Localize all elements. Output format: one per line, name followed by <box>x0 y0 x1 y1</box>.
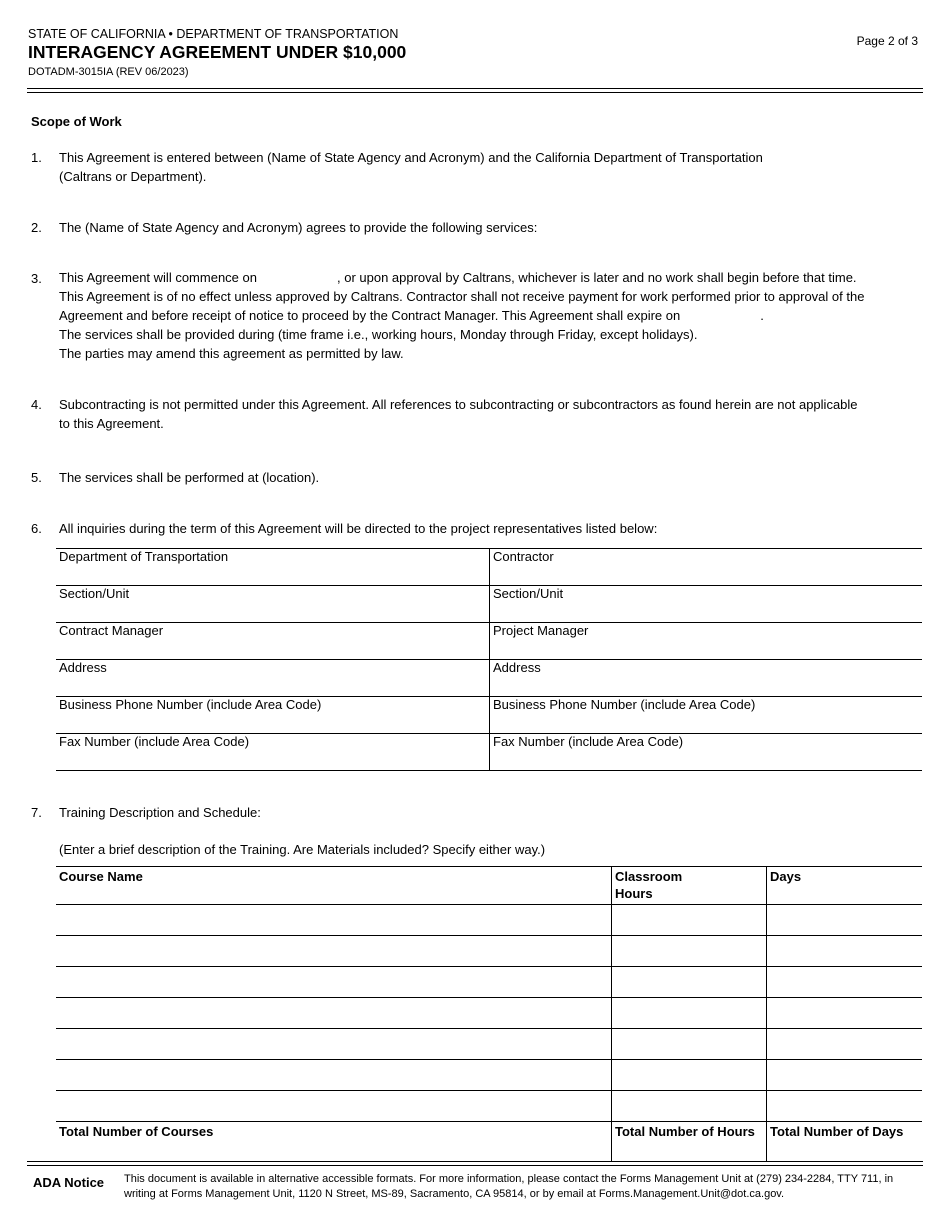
total-hours-field[interactable]: Total Number of Hours <box>612 1122 767 1163</box>
location-label: The services shall be performed at <box>59 470 259 485</box>
ada-notice-text: This document is available in alternative accessible formats. For more information, please contact the Forms Management Unit at (279) 234-2284, TTY 711, in writing at Forms Management Unit, 1120 N Street, MS-89, Sacramento, CA 95814, or by email at Forms.Management.Unit@dot.ca.gov. <box>124 1173 894 1200</box>
training-table <box>56 866 922 1162</box>
table-row <box>56 734 922 771</box>
item-3-text <box>59 268 923 363</box>
contractor-fax-field[interactable]: Fax Number (include Area Code) <box>490 734 923 771</box>
table-row <box>56 697 922 734</box>
item-3-line-3 <box>59 306 923 325</box>
table-row <box>56 660 922 697</box>
item-1-text <box>59 148 923 186</box>
course-name-cell[interactable] <box>56 1060 612 1091</box>
table-row <box>56 905 922 936</box>
item-3-line-4: The services shall be provided during (time frame i.e., working hours, Monday through Friday, except holidays). <box>59 327 698 342</box>
item-number: 1. <box>31 150 42 165</box>
contractor-address-field[interactable]: Address <box>490 660 923 697</box>
item-4-line-1: Subcontracting is not permitted under this Agreement. All references to subcontracting or subcontractors as found herein are not applicable <box>59 397 858 412</box>
course-name-cell[interactable] <box>56 967 612 998</box>
dept-section-field[interactable]: Section/Unit <box>56 586 490 623</box>
course-name-cell[interactable] <box>56 998 612 1029</box>
item-1-line-2: (Caltrans or Department). <box>59 169 207 184</box>
hours-cell[interactable] <box>612 1029 767 1060</box>
hours-cell[interactable] <box>612 936 767 967</box>
total-days-field[interactable]: Total Number of Days <box>767 1122 923 1163</box>
dept-phone-field[interactable]: Business Phone Number (include Area Code) <box>56 697 490 734</box>
dept-fax-field[interactable]: Fax Number (include Area Code) <box>56 734 490 771</box>
course-name-header: Course Name <box>56 867 612 905</box>
item-3-line-1 <box>59 268 923 287</box>
form-title: INTERAGENCY AGREEMENT UNDER $10,000 <box>28 42 407 62</box>
item-4-line-2: to this Agreement. <box>59 416 164 431</box>
location-field[interactable]: (location) <box>262 470 316 485</box>
contractor-field[interactable]: Contractor <box>490 549 923 586</box>
course-name-cell[interactable] <box>56 1091 612 1122</box>
item-1-line-1: This Agreement is entered between (Name of State Agency and Acronym) and the California Department of Transportation <box>59 150 763 165</box>
expire-label: Agreement and before receipt of notice to proceed by the Contract Manager. This Agreement shall expire on <box>59 308 681 323</box>
item-number: 6. <box>31 521 42 536</box>
days-cell[interactable] <box>767 1091 923 1122</box>
hours-cell[interactable] <box>612 998 767 1029</box>
hours-cell[interactable] <box>612 1060 767 1091</box>
item-7-text: Training Description and Schedule: <box>59 805 261 820</box>
days-cell[interactable] <box>767 1029 923 1060</box>
total-courses-field[interactable]: Total Number of Courses <box>56 1122 612 1163</box>
item-2-text: The (Name of State Agency and Acronym) agrees to provide the following services: <box>59 220 538 235</box>
item-3-line-5: The parties may amend this agreement as permitted by law. <box>59 346 404 361</box>
section-title: Scope of Work <box>31 114 122 129</box>
table-row <box>56 967 922 998</box>
item-4-text <box>59 395 923 433</box>
table-row <box>56 998 922 1029</box>
course-name-cell[interactable] <box>56 905 612 936</box>
table-row <box>56 1060 922 1091</box>
table-row <box>56 623 922 660</box>
item-number: 3. <box>31 271 42 286</box>
classroom-hours-header-label: Classroom Hours <box>615 869 683 901</box>
commence-suffix: , or upon approval by Caltrans, whichever is later and no work shall begin before that time. <box>336 270 857 285</box>
item-number: 4. <box>31 397 42 412</box>
form-number: DOTADM-3015IA (REV 06/2023) <box>28 66 189 78</box>
hours-cell[interactable] <box>612 905 767 936</box>
days-cell[interactable] <box>767 905 923 936</box>
hours-cell[interactable] <box>612 967 767 998</box>
hours-cell[interactable] <box>612 1091 767 1122</box>
header-department: STATE OF CALIFORNIA • DEPARTMENT OF TRANSPORTATION <box>28 27 399 41</box>
footer-rule-bottom <box>27 1165 923 1166</box>
contractor-section-field[interactable]: Section/Unit <box>490 586 923 623</box>
table-header-row <box>56 867 922 905</box>
dept-field[interactable]: Department of Transportation <box>56 549 490 586</box>
commence-label: This Agreement will commence on <box>59 270 257 285</box>
location-suffix: . <box>315 470 320 485</box>
days-header: Days <box>767 867 923 905</box>
training-note: (Enter a brief description of the Training. Are Materials included? Specify either way.) <box>59 842 546 857</box>
days-cell[interactable] <box>767 967 923 998</box>
ada-notice-label: ADA Notice <box>33 1175 105 1190</box>
footer-rule-top <box>27 1161 923 1162</box>
table-row <box>56 936 922 967</box>
table-row <box>56 586 922 623</box>
classroom-hours-header <box>612 867 767 905</box>
item-number: 7. <box>31 805 42 820</box>
contractor-phone-field[interactable]: Business Phone Number (include Area Code) <box>490 697 923 734</box>
totals-row <box>56 1122 922 1163</box>
item-number: 5. <box>31 470 42 485</box>
header-rule-bottom <box>27 92 923 93</box>
table-row <box>56 1091 922 1122</box>
contacts-table <box>56 548 922 771</box>
item-3-line-2: This Agreement is of no effect unless approved by Caltrans. Contractor shall not receive payment for work performed prior to approval of the <box>59 289 865 304</box>
project-manager-field[interactable]: Project Manager <box>490 623 923 660</box>
item-number: 2. <box>31 220 42 235</box>
course-name-cell[interactable] <box>56 936 612 967</box>
table-row <box>56 1029 922 1060</box>
item-6-text: All inquiries during the term of this Agreement will be directed to the project representatives listed below: <box>59 521 658 536</box>
page-number: Page 2 of 3 <box>856 34 918 48</box>
expire-suffix: . <box>760 308 764 323</box>
days-cell[interactable] <box>767 936 923 967</box>
days-cell[interactable] <box>767 998 923 1029</box>
header-rule-top <box>27 88 923 89</box>
item-5-text <box>59 468 923 487</box>
dept-address-field[interactable]: Address <box>56 660 490 697</box>
table-row <box>56 549 922 586</box>
contract-manager-field[interactable]: Contract Manager <box>56 623 490 660</box>
days-cell[interactable] <box>767 1060 923 1091</box>
course-name-cell[interactable] <box>56 1029 612 1060</box>
